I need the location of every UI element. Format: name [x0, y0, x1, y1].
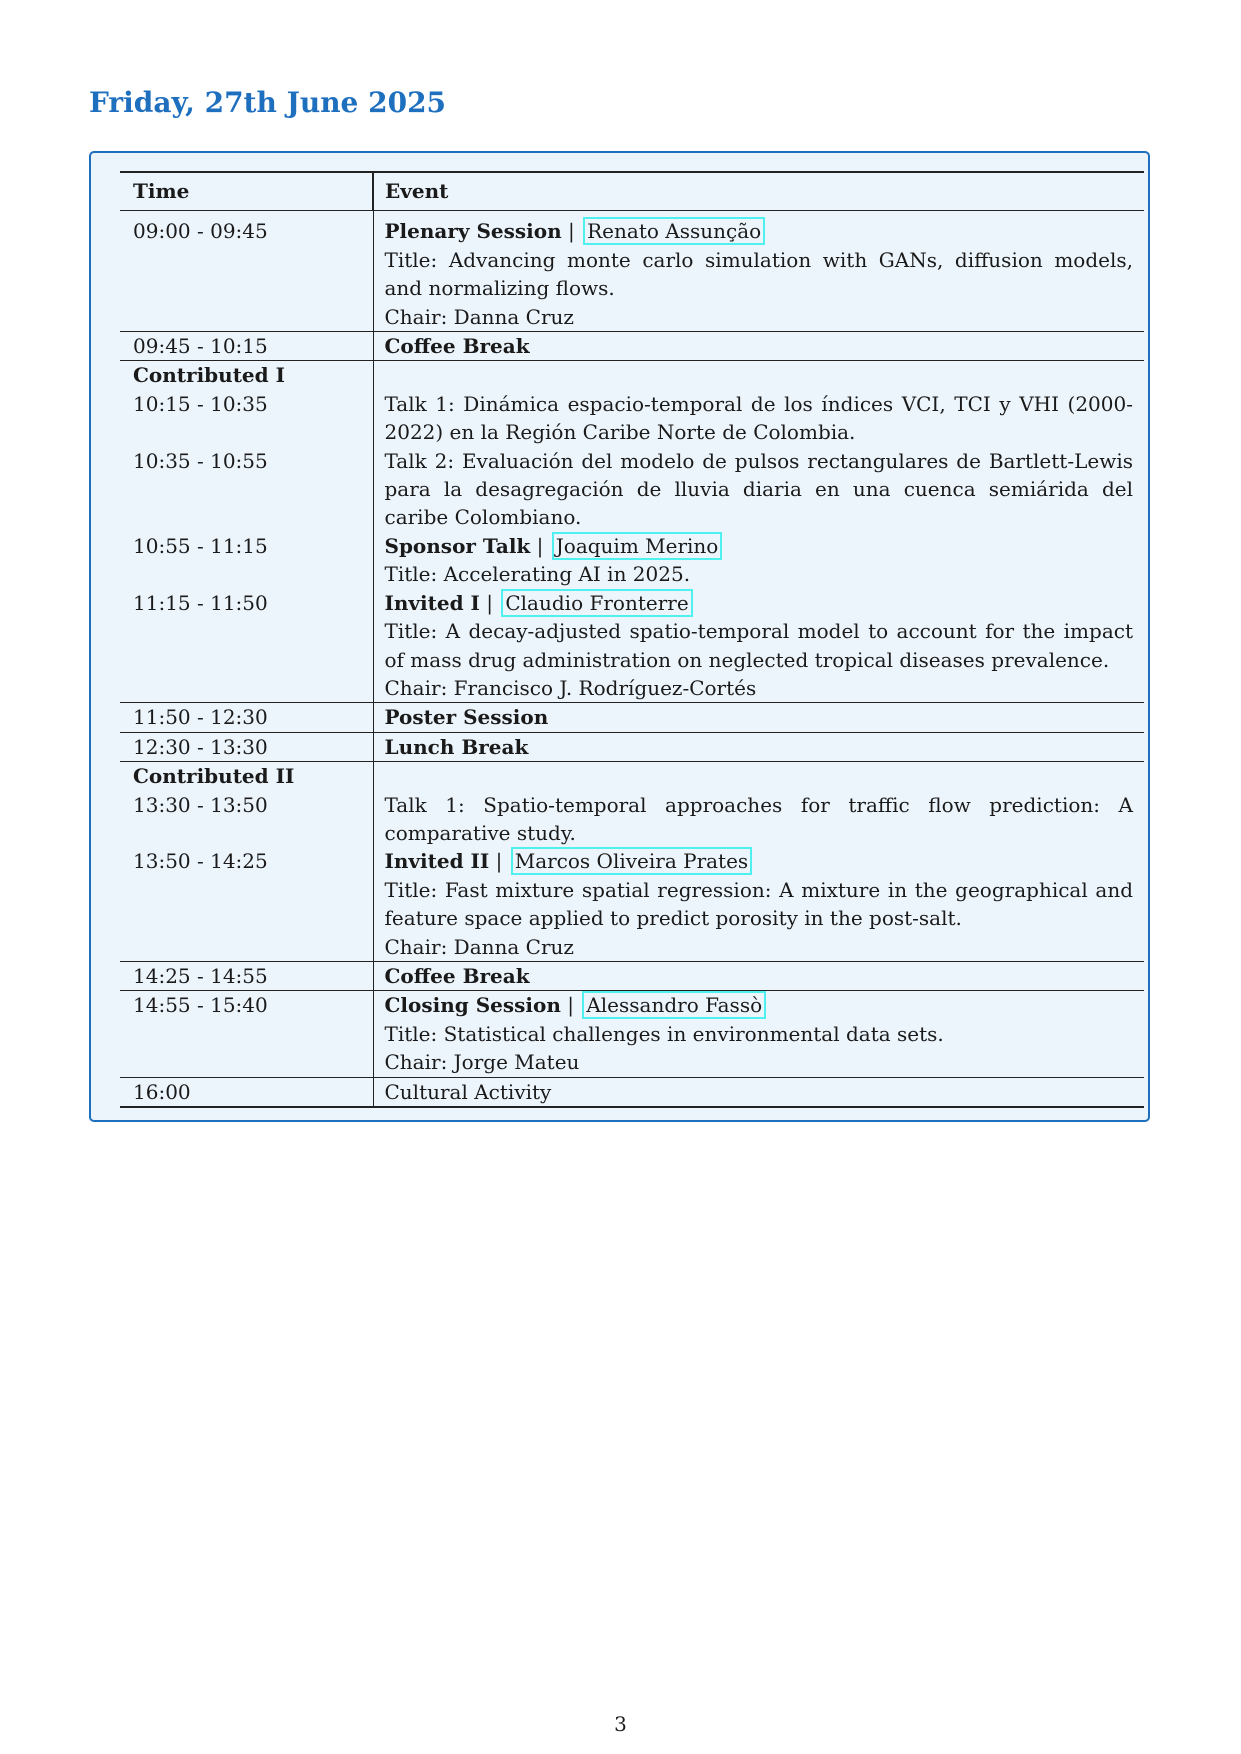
session-label: Plenary Session	[384, 219, 562, 244]
talk-text: Talk 1: Dinámica espacio-temporal de los índices VCI, TCI y VHI (2000-2022) en la Región Caribe Norte de Colombia.	[373, 390, 1144, 447]
separator: |	[567, 993, 574, 1018]
table-row	[120, 211, 1144, 332]
talk-text: Talk 1: Spatio-temporal approaches for traffic flow prediction: A comparative study.	[373, 791, 1144, 848]
time-cell: 14:25 - 14:55	[133, 963, 268, 988]
schedule-table	[120, 171, 1144, 1108]
session-label: Contributed II	[133, 764, 295, 789]
table-header-row	[120, 172, 1144, 211]
event-cell: Poster Session	[373, 703, 1144, 732]
event-cell: Coffee Break	[373, 961, 1144, 990]
event-cell: Coffee Break	[373, 332, 1144, 361]
session-label: Invited I	[384, 590, 480, 615]
session-label: Invited II	[384, 849, 490, 874]
time-cell: 10:15 - 10:35	[133, 391, 268, 416]
talk-title: Title: Advancing monte carlo simulation with GANs, diffusion models, and normalizing flows.	[384, 247, 1133, 301]
event-cell	[373, 211, 1144, 332]
table-row	[120, 762, 1144, 791]
separator: |	[536, 533, 544, 558]
talk-title: Title: Fast mixture spatial regression: A mixture in the geographical and feature space applied to predict porosity in the post-salt.	[384, 877, 1133, 931]
table-row	[120, 703, 1144, 732]
table-row	[120, 991, 1144, 1077]
time-cell: 11:50 - 12:30	[133, 705, 268, 730]
table-row	[120, 847, 1144, 961]
talk-text: Talk 2: Evaluación del modelo de pulsos rectangulares de Bartlett-Lewis para la desagregación de lluvia diaria en una cuenca semiárida del caribe Colombiano.	[373, 447, 1144, 532]
event-cell	[373, 361, 1144, 390]
schedule-box	[89, 151, 1150, 1122]
session-label: Sponsor Talk	[384, 533, 531, 558]
time-cell: 13:30 - 13:50	[133, 792, 268, 817]
time-cell: 10:35 - 10:55	[133, 448, 268, 473]
separator: |	[486, 590, 493, 615]
time-cell: 13:50 - 14:25	[133, 849, 268, 874]
time-cell: 12:30 - 13:30	[133, 734, 268, 759]
table-row	[120, 390, 1144, 447]
session-label: Closing Session	[384, 993, 561, 1018]
speaker-link[interactable]: Alessandro Fassò	[582, 991, 766, 1019]
speaker-link[interactable]: Marcos Oliveira Prates	[511, 847, 752, 875]
event-cell	[373, 762, 1144, 791]
event-cell	[373, 991, 1144, 1077]
table-row	[120, 332, 1144, 361]
talk-title: Title: A decay-adjusted spatio-temporal model to account for the impact of mass drug administration on neglected tropical diseases prevalence.	[384, 619, 1133, 672]
event-cell	[373, 532, 1144, 589]
chair-text: Chair: Francisco J. Rodríguez-Cortés	[384, 675, 757, 700]
table-row	[120, 447, 1144, 532]
time-cell: 16:00	[133, 1079, 191, 1104]
event-cell	[373, 847, 1144, 961]
chair-text: Chair: Jorge Mateu	[384, 1050, 580, 1075]
col-time-header: Time	[133, 179, 190, 203]
table-row	[120, 732, 1144, 761]
time-cell: 11:15 - 11:50	[133, 590, 268, 615]
chair-text: Chair: Danna Cruz	[384, 304, 574, 329]
talk-title: Title: Accelerating AI in 2025.	[384, 562, 691, 587]
event-cell: Lunch Break	[373, 732, 1144, 761]
event-cell: Cultural Activity	[373, 1077, 1144, 1107]
page-heading: Friday, 27th June 2025	[89, 86, 447, 119]
col-event-header: Event	[373, 172, 1144, 211]
event-cell	[373, 589, 1144, 703]
table-row	[120, 791, 1144, 848]
talk-title: Title: Statistical challenges in environmental data sets.	[384, 1021, 944, 1046]
separator: |	[568, 219, 575, 244]
time-cell: 10:55 - 11:15	[133, 533, 268, 558]
table-row	[120, 589, 1144, 703]
table-row	[120, 532, 1144, 589]
table-row	[120, 961, 1144, 990]
page-number: 3	[614, 1712, 627, 1736]
time-cell: 09:00 - 09:45	[133, 219, 268, 244]
session-label: Contributed I	[133, 363, 285, 388]
table-row	[120, 1077, 1144, 1107]
time-cell: 09:45 - 10:15	[133, 334, 268, 359]
chair-text: Chair: Danna Cruz	[384, 934, 574, 959]
speaker-link[interactable]: Claudio Fronterre	[501, 589, 692, 617]
speaker-link[interactable]: Joaquim Merino	[552, 532, 723, 560]
speaker-link[interactable]: Renato Assunção	[583, 217, 765, 245]
separator: |	[495, 849, 503, 874]
table-row	[120, 361, 1144, 390]
time-cell: 14:55 - 15:40	[133, 993, 268, 1018]
